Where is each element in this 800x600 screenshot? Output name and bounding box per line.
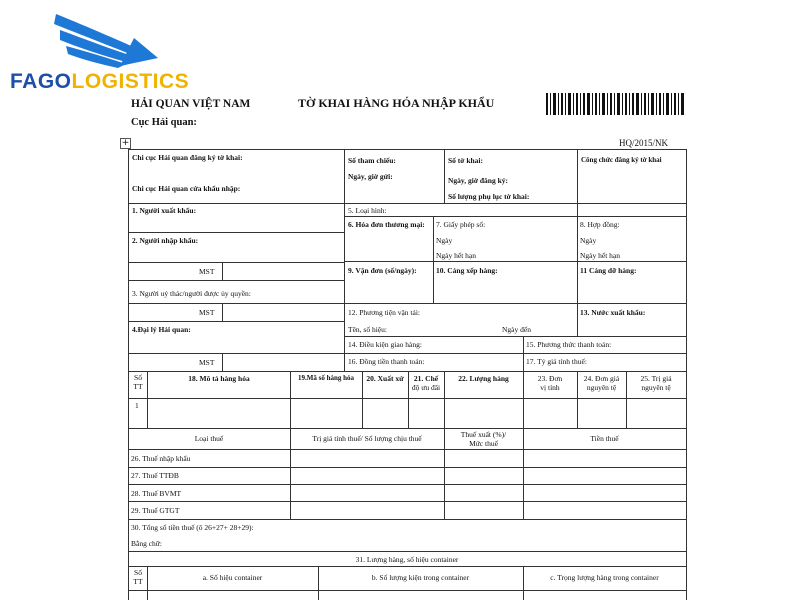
arrival-date-label: Ngày đến: [502, 325, 531, 334]
unloading-port-label: 11 Cảng dỡ hàng:: [580, 266, 637, 275]
vat-row: 29. Thuế GTGT: [131, 506, 180, 515]
loading-port-label: 10. Cảng xếp hàng:: [436, 266, 498, 275]
registering-customs-office-label: Chi cục Hải quan đăng ký tờ khai:: [132, 153, 243, 162]
goods-row-number-header: [129, 373, 147, 391]
value-header-line1: 25. Trị giá: [640, 374, 672, 383]
sent-datetime-label: Ngày, giờ gửi:: [348, 172, 393, 181]
preference-header-line2: độ ưu đãi: [411, 383, 441, 392]
container-row-number-header-line2: TT: [133, 577, 143, 586]
exporter-label: 1. Người xuất khẩu:: [132, 206, 197, 215]
contract-label: 8. Hợp đồng:: [580, 220, 620, 229]
value-header: [626, 374, 686, 392]
preference-header-line1: 21. Chế: [413, 374, 439, 383]
goods-description-header: 18. Mô tả hàng hóa: [188, 374, 250, 383]
customs-dept-label: Cục Hải quan:: [131, 117, 197, 128]
reference-number-label: Số tham chiếu:: [348, 156, 396, 165]
cargo-weight-header: c. Trọng lượng hàng trong container: [550, 573, 659, 582]
tax-amount-header: Tiền thuế: [590, 434, 619, 443]
preference-header: [408, 374, 444, 392]
tax-rate-header-line1: Thuế xuất (%)/: [460, 430, 507, 439]
appendix-count-label: Số lượng phụ lục tờ khai:: [448, 192, 530, 201]
goods-row-number-header-line2: TT: [133, 382, 143, 391]
license-expiry-label: Ngày hết hạn: [436, 251, 476, 260]
exchange-rate-label: 17. Tỷ giá tính thuế:: [526, 357, 587, 366]
logo-wordmark: [10, 70, 189, 94]
importer-label: 2. Người nhập khẩu:: [132, 236, 199, 245]
form-code: HQ/2015/NK: [619, 138, 668, 148]
authorized-tax-code-label: MST: [199, 308, 215, 317]
agent-tax-code-label: MST: [199, 358, 215, 367]
customs-agent-label: 4.Đại lý Hải quan:: [132, 325, 191, 334]
logo-part-logistics: LOGISTICS: [71, 70, 190, 93]
value-header-line2: nguyên tệ: [641, 383, 671, 392]
hs-code-header: 19.Mã số hàng hóa: [297, 374, 354, 382]
vessel-name-label: Tên, số hiệu:: [348, 325, 387, 334]
environment-tax-row: 28. Thuế BVMT: [131, 489, 182, 498]
logo-part-fago: FAGO: [10, 70, 72, 93]
payment-method-label: 15. Phương thức thanh toán:: [526, 340, 612, 349]
bill-of-lading-label: 9. Vận đơn (số/ngày):: [348, 266, 417, 275]
commercial-invoice-label: 6. Hóa đơn thương mại:: [348, 220, 425, 229]
declaration-number-label: Số tờ khai:: [448, 156, 483, 165]
transport-means-label: 12. Phương tiện vận tải:: [348, 308, 420, 317]
unit-price-header-line2: nguyên tệ: [586, 383, 617, 392]
goods-row-1-number: 1: [135, 401, 139, 410]
company-logo: [8, 8, 198, 98]
registration-datetime-label: Ngày, giờ đăng ký:: [448, 176, 508, 185]
taxable-value-header: Trị giá tính thuế/ Số lượng chịu thuế: [312, 434, 422, 443]
special-consumption-tax-row: 27. Thuế TTĐB: [131, 471, 179, 480]
delivery-terms-label: 14. Điều kiện giao hàng:: [348, 340, 422, 349]
barcode-icon: [546, 93, 686, 115]
importer-tax-code-label: MST: [199, 267, 215, 276]
contract-date-label: Ngày: [580, 236, 597, 245]
org-name: HẢI QUAN VIỆT NAM: [131, 98, 251, 110]
arrow-logo-icon: [8, 8, 198, 70]
import-tax-row: 26. Thuế nhập khẩu: [131, 454, 191, 463]
tax-rate-header-line2: Mức thuế: [469, 439, 498, 448]
container-row-number-header: [129, 568, 147, 586]
authorized-party-label: 3. Người uỷ thác/người được ủy quyền:: [132, 289, 251, 298]
tax-type-header: Loại thuế: [194, 434, 224, 443]
package-count-header: b. Số lượng kiện trong container: [371, 573, 470, 582]
license-number-label: 7. Giấy phép số:: [436, 220, 486, 229]
form-title: TỜ KHAI HÀNG HÓA NHẬP KHẨU: [298, 96, 495, 110]
license-date-label: Ngày: [436, 236, 453, 245]
container-number-header: a. Số hiệu container: [202, 573, 263, 582]
border-customs-office-label: Chi cục Hải quan cửa khẩu nhập:: [132, 184, 241, 193]
unit-header-line1: 23. Đơn: [537, 374, 563, 383]
origin-header: 20. Xuất xứ: [366, 374, 404, 383]
export-country-label: 13. Nước xuất khẩu:: [580, 308, 646, 317]
total-tax-label: 30. Tổng số tiền thuế (ô 26+27+ 28+29):: [131, 523, 254, 532]
import-type-label: 5. Loại hình:: [348, 206, 387, 215]
contract-expiry-label: Ngày hết hạn: [580, 251, 620, 260]
unit-header-line2: vị tính: [540, 383, 560, 392]
tax-rate-header: [444, 430, 523, 448]
container-row-number-header-line1: Số: [134, 568, 142, 577]
amount-in-words-label: Bằng chữ:: [131, 539, 162, 548]
container-section-title: 31. Lượng hàng, số hiệu container: [355, 555, 459, 564]
unit-price-header-line1: 24. Đơn giá: [583, 374, 620, 383]
unit-price-header: [577, 374, 626, 392]
goods-row-number-header-line1: Số: [134, 373, 142, 382]
quantity-header: 22. Lượng hàng: [458, 374, 509, 383]
unit-header: [523, 374, 577, 392]
table-move-handle-icon[interactable]: +: [121, 138, 130, 148]
registering-officer-label: Công chức đăng ký tờ khai: [581, 156, 662, 164]
payment-currency-label: 16. Đồng tiền thanh toán:: [348, 357, 425, 366]
